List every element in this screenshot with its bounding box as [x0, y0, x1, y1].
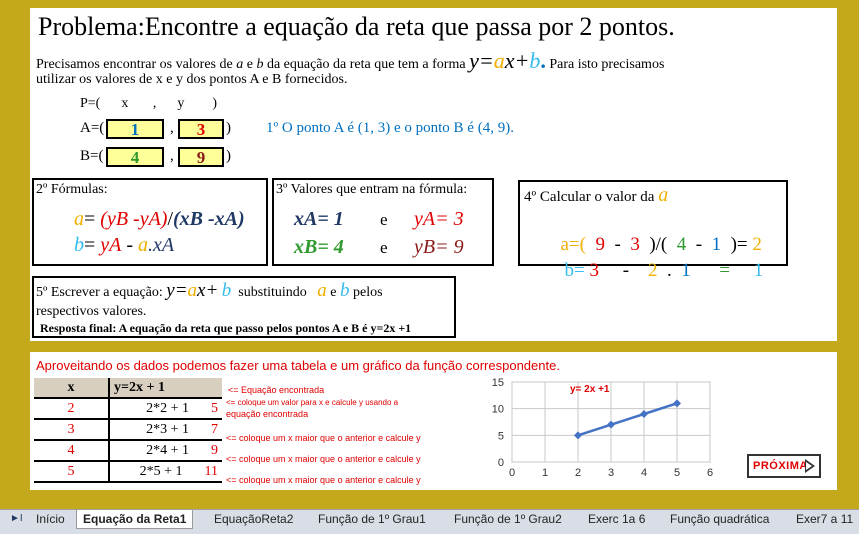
- top-panel: [30, 8, 837, 341]
- function-table: [34, 378, 222, 483]
- x-tick-label: 1: [541, 467, 549, 479]
- values-title: 3º Valores que entram na fórmula:: [276, 182, 468, 197]
- y-tick-label: 0: [497, 457, 504, 469]
- value-ya: yA= 3: [414, 208, 464, 230]
- next-button[interactable]: PRÓXIMA: [747, 454, 821, 478]
- formula-a: a= (yB -yA)/(xB -xA): [74, 208, 245, 230]
- tab-funcao-quadratica[interactable]: Função quadrática: [670, 512, 770, 526]
- point-a-x[interactable]: 1: [106, 119, 164, 139]
- value-yb: yB= 9: [414, 236, 464, 258]
- intro-line-1: Precisamos encontrar os valores de a e b da equação da reta que tem a forma y=ax+b. Para isto precisamos: [36, 48, 665, 73]
- point-a-label: A=(: [80, 120, 105, 136]
- value-xb: xB= 4: [294, 236, 344, 258]
- equation-line-2: respectivos valores.: [36, 304, 147, 319]
- calc-b-line: b= 3 - 2 . 1 = 1: [564, 260, 764, 281]
- table-row: 2 2*2 + 1 5: [34, 398, 222, 419]
- calc-a-line: a=( 9 - 3 )/( 4 - 1 )= 2: [560, 234, 762, 255]
- formula-b: b= yA - a.xA: [74, 234, 175, 256]
- calc-title: 4º Calcular o valor da a: [524, 184, 669, 206]
- formulas-box: [32, 178, 268, 266]
- point-b-y[interactable]: 9: [178, 147, 224, 167]
- comma: ,: [170, 120, 174, 136]
- comma: ,: [170, 148, 174, 164]
- table-row: 4 2*4 + 1 9: [34, 440, 222, 461]
- table-header-y: y=2x + 1: [109, 378, 222, 398]
- y-tick-label: 10: [491, 403, 504, 416]
- close-paren: ): [226, 120, 231, 136]
- bottom-heading: Aproveitando os dados podemos fazer uma tabela e um gráfico da função correspondente.: [36, 358, 560, 373]
- tab-funcao-1grau2[interactable]: Função de 1º Grau2: [454, 512, 562, 526]
- play-arrow-inner: [806, 462, 812, 470]
- close-paren: ): [226, 148, 231, 164]
- tab-inicio[interactable]: Início: [36, 512, 65, 526]
- tab-exerc-1a6[interactable]: Exerc 1a 6: [588, 512, 646, 526]
- e-text: e: [380, 210, 388, 229]
- tab-equacao-reta1[interactable]: Equação da Reta1: [76, 510, 193, 529]
- y-tick-label: 5: [497, 430, 504, 443]
- sheet-tabs: [0, 509, 859, 534]
- x-tick-label: 3: [607, 467, 615, 479]
- x-tick-label: 2: [574, 467, 582, 479]
- tab-nav-last[interactable]: ►I: [10, 513, 23, 524]
- values-box: [272, 178, 494, 266]
- x-tick-label: 0: [508, 467, 516, 479]
- note-choose-x: <= coloque um valor para x e calcule y usando a: [226, 398, 399, 407]
- page-title: Problema:Encontre a equação da reta que passa por 2 pontos.: [38, 12, 675, 41]
- step1-text: 1º O ponto A é (1, 3) e o ponto B é (4, 9).: [266, 120, 514, 136]
- value-xa: xA= 1: [294, 208, 344, 230]
- points-header: P=( x , y ): [80, 96, 218, 111]
- note-equation-found: equação encontrada: [226, 409, 309, 419]
- x-tick-label: 6: [706, 467, 714, 479]
- calc-box: [518, 180, 788, 281]
- note-equation: <= Equação encontrada: [228, 385, 325, 395]
- note-next-x: <= coloque um x maior que o anterior e calcule y: [226, 433, 421, 443]
- intro-line-2: utilizar os valores de x e y dos pontos A e B fornecidos.: [36, 72, 348, 87]
- point-a-y[interactable]: 3: [178, 119, 224, 139]
- point-b-label: B=(: [80, 148, 104, 164]
- e-text: e: [380, 238, 388, 257]
- x-tick-label: 5: [673, 467, 681, 479]
- chart-title: y= 2x +1: [570, 384, 610, 395]
- note-next-x: <= coloque um x maior que o anterior e calcule y: [226, 454, 421, 464]
- formulas-title: 2º Fórmulas:: [36, 182, 108, 197]
- point-b-x[interactable]: 4: [106, 147, 164, 167]
- table-header-x: x: [34, 378, 109, 398]
- y-tick-label: 15: [491, 377, 504, 389]
- final-answer: Resposta final: A equação da reta que passo pelos pontos A e B é y=2x +1: [40, 321, 412, 335]
- note-next-x: <= coloque um x maior que o anterior e calcule y: [226, 475, 421, 485]
- tab-exer7a11[interactable]: Exer7 a 11: [796, 512, 854, 526]
- tab-funcao-1grau1[interactable]: Função de 1º Grau1: [318, 512, 426, 526]
- x-tick-label: 4: [640, 467, 648, 479]
- table-row: 3 2*3 + 1 7: [34, 419, 222, 440]
- equation-line-1: 5º Escrever a equação: y=ax+ b substituindo a e b pelos: [36, 280, 383, 301]
- equation-box: [32, 276, 456, 338]
- function-chart: [478, 376, 718, 482]
- tab-equacao-reta2[interactable]: EquaçãoReta2: [214, 512, 294, 526]
- table-row: 5 2*5 + 1 11: [34, 461, 222, 482]
- bottom-panel: [30, 352, 837, 490]
